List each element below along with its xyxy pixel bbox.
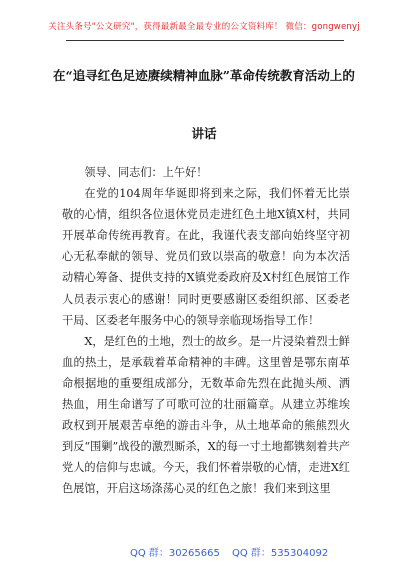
document-title-line-2: 讲话 bbox=[191, 126, 217, 141]
document-title-line-1: 在“追寻红色足迹赓续精神血脉”革命传统教育活动上的 bbox=[53, 68, 355, 83]
salutation: 领导、同志们：上午好！ bbox=[84, 166, 208, 179]
document-body bbox=[62, 162, 350, 500]
footer-qq-group-1: QQ 群：30265665 bbox=[130, 548, 220, 559]
header-promo-text: 关注头条号"公文研究"，获得最新最全最专业的公文资料库！ 微信：gongwenyj bbox=[48, 22, 360, 32]
body-paragraph-2: X，是红色的土地，烈士的故乡。是一片浸染着烈士鲜血的热土，是承载着革命精神的丰碑。这里曾是鄂东南革命根据地的重要组成部分，无数革命先烈在此抛头颅、洒热血，用生命谱写了可歌可泣的壮丽篇章。从建立苏维埃政权到开展艰苦卓绝的游击斗争，从土地革命的熊熊烈火到反“围剿”战役的激烈厮杀，X的每一寸土地都镌刻着共产党人的信仰与忠诚。今天，我们怀着崇敬的心情，走进X红色展馆，开启这场涤荡心灵的红色之旅！我们来到这里 bbox=[62, 334, 350, 496]
body-paragraph-1: 在党的104周年华诞即将到来之际，我们怀着无比崇敬的心情，组织各位退休党员走进红色土地X镇X村，共同开展革命传统再教育。在此，我谨代表支部向始终坚守初心无私奉献的领导、党员们致以崇高的敬意！向为本次活动精心筹备、提供支持的X镇党委政府及X村红色展馆工作人员表示衷心的感谢！同时更要感谢区委组织部、区委老干局、区委老年服务中心的领导亲临现场指导工作！ bbox=[62, 187, 350, 327]
header-divider bbox=[66, 40, 344, 41]
footer-qq-group-2: QQ 群：535304092 bbox=[232, 548, 329, 559]
